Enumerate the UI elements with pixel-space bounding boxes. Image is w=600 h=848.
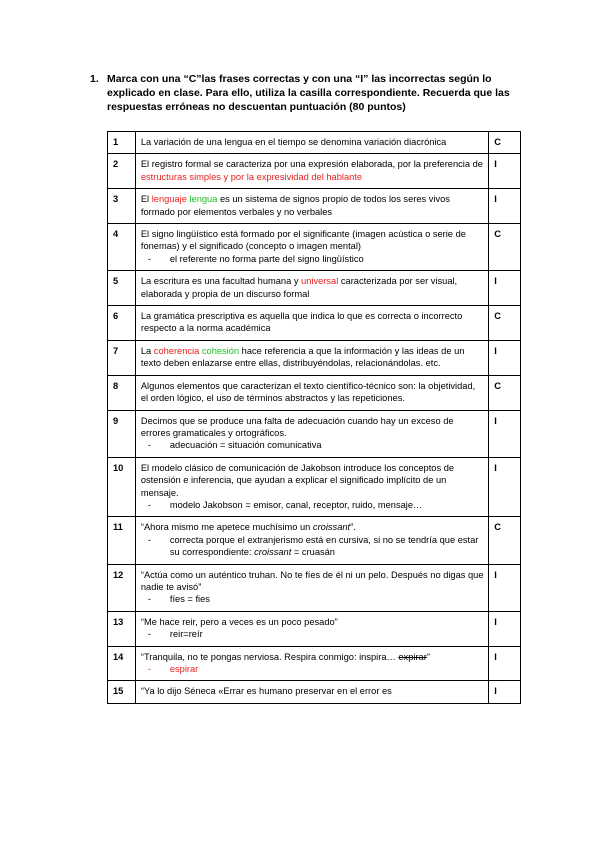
answer-cell[interactable]: C xyxy=(489,306,521,341)
statement: “Actúa como un auténtico truhan. No te fíes de él ni un pelo. Después no digas que nadie te avisó” - fíes = fies xyxy=(135,564,488,611)
quiz-table xyxy=(107,131,521,704)
table-row xyxy=(108,375,521,410)
table-row xyxy=(108,132,521,154)
wrong-term: universal xyxy=(301,276,339,287)
statement: El signo lingüístico está formado por el significante (imagen acústica o serie de fonemas) y el significado (concepto o imagen mental) - el referente no forma parte del signo lingüístico xyxy=(135,224,488,271)
answer-cell[interactable]: I xyxy=(489,457,521,517)
table-row xyxy=(108,189,521,224)
answer-cell[interactable]: I xyxy=(489,646,521,681)
statement: La gramática prescriptiva es aquella que indica lo que es correcta o incorrecto respecto a la norma académica xyxy=(135,306,488,341)
row-number: 6 xyxy=(108,306,136,341)
row-number: 2 xyxy=(108,154,136,189)
row-number: 13 xyxy=(108,611,136,646)
row-number: 7 xyxy=(108,340,136,375)
row-number: 9 xyxy=(108,410,136,457)
correction-note: - modelo Jakobson = emisor, canal, receptor, ruido, mensaje… xyxy=(147,499,423,510)
statement: Decimos que se produce una falta de adecuación cuando hay un exceso de errores gramaticales y ortográficos. - adecuación = situación comunicativa xyxy=(135,410,488,457)
table-row xyxy=(108,611,521,646)
table-row xyxy=(108,340,521,375)
exercise-instruction xyxy=(90,72,530,114)
row-number: 11 xyxy=(108,517,136,564)
correction-note: - reir=reír xyxy=(147,629,203,640)
row-number: 4 xyxy=(108,224,136,271)
statement: El registro formal se caracteriza por una expresión elaborada, por la preferencia de estructuras simples y por la expresividad del hablante xyxy=(135,154,488,189)
row-number: 12 xyxy=(108,564,136,611)
correction-mark: estructuras simples y por la expresividad del hablante xyxy=(140,171,363,182)
exercise-number: 1. xyxy=(90,73,99,85)
table-row xyxy=(108,410,521,457)
statement: “Me hace reir, pero a veces es un poco pesado” - reir=reír xyxy=(135,611,488,646)
italic-term: croissant xyxy=(312,522,351,533)
table-row xyxy=(108,681,521,703)
correction-note: - el referente no forma parte del signo lingüístico xyxy=(147,253,364,264)
answer-cell[interactable]: I xyxy=(489,564,521,611)
struck-term: expirar xyxy=(398,651,427,662)
answer-cell[interactable]: C xyxy=(489,132,521,154)
statement: “Ya lo dijo Séneca «Errar es humano preservar en el error es xyxy=(135,681,488,703)
row-number: 10 xyxy=(108,457,136,517)
row-number: 1 xyxy=(108,132,136,154)
correct-term: lengua xyxy=(189,194,218,205)
statement: El lenguaje lengua es un sistema de signos propio de todos los seres vivos formado por elementos verbales y no verbales xyxy=(135,189,488,224)
statement: La coherencia cohesión hace referencia a que la información y las ideas de un texto deben enlazarse entre ellas, distribuyéndolas, relacionándolas. etc. xyxy=(135,340,488,375)
table-row xyxy=(108,271,521,306)
table-row xyxy=(108,306,521,341)
answer-cell[interactable]: C xyxy=(489,375,521,410)
row-number: 15 xyxy=(108,681,136,703)
answer-cell[interactable]: I xyxy=(489,189,521,224)
correction-note: - fíes = fies xyxy=(147,594,210,605)
wrong-term: lenguaje xyxy=(151,194,187,205)
answer-cell[interactable]: I xyxy=(489,271,521,306)
table-row xyxy=(108,646,521,681)
row-number: 3 xyxy=(108,189,136,224)
answer-cell[interactable]: I xyxy=(489,611,521,646)
answer-cell[interactable]: I xyxy=(489,410,521,457)
statement: La escritura es una facultad humana y universal caracterizada por ser visual, elaborada y propia de un discurso formal xyxy=(135,271,488,306)
answer-cell[interactable]: I xyxy=(489,681,521,703)
answer-cell[interactable]: C xyxy=(489,517,521,564)
correction-note: - adecuación = situación comunicativa xyxy=(147,440,322,451)
table-row xyxy=(108,457,521,517)
statement: “Ahora mismo me apetece muchísimo un croissant”. - correcta porque el extranjerismo está en cursiva, si no se tendría que estar su correspondiente: croissant = cruasán xyxy=(135,517,488,564)
statement: Algunos elementos que caracterizan el texto científico-técnico son: la objetividad, el orden lógico, el uso de términos abstractos y las repeticiones. xyxy=(135,375,488,410)
row-number: 8 xyxy=(108,375,136,410)
correct-term: cohesión xyxy=(201,345,240,356)
answer-cell[interactable]: I xyxy=(489,340,521,375)
statement: La variación de una lengua en el tiempo se denomina variación diacrónica xyxy=(135,132,488,154)
statement: “Tranquila, no te pongas nerviosa. Respira conmigo: inspira… expirar” - espirar xyxy=(135,646,488,681)
correction-note: - espirar xyxy=(147,664,199,674)
table-row xyxy=(108,224,521,271)
row-number: 5 xyxy=(108,271,136,306)
table-row xyxy=(108,564,521,611)
answer-cell[interactable]: I xyxy=(489,154,521,189)
wrong-term: coherencia xyxy=(153,345,200,356)
exercise-instruction-text: Marca con una “C”las frases correctas y con una “I” las incorrectas según lo explicado en clase. Para ello, utiliza la casilla correspondiente. Recuerda que las respuestas erróneas no descuentan puntuación (80 puntos) xyxy=(107,73,510,113)
row-number: 14 xyxy=(108,646,136,681)
table-row xyxy=(108,154,521,189)
correction-note: - correcta porque el extranjerismo está en cursiva, si no se tendría que estar su correspondiente: croissant = cruasán xyxy=(147,534,479,558)
answer-cell[interactable]: C xyxy=(489,224,521,271)
table-row xyxy=(108,517,521,564)
statement: El modelo clásico de comunicación de Jakobson introduce los conceptos de ostensión e inferencia, que ayudan a explicar el significado implícito de un mensaje. - modelo Jakobson = emisor, canal, receptor, ruido, mensaje… xyxy=(135,457,488,517)
